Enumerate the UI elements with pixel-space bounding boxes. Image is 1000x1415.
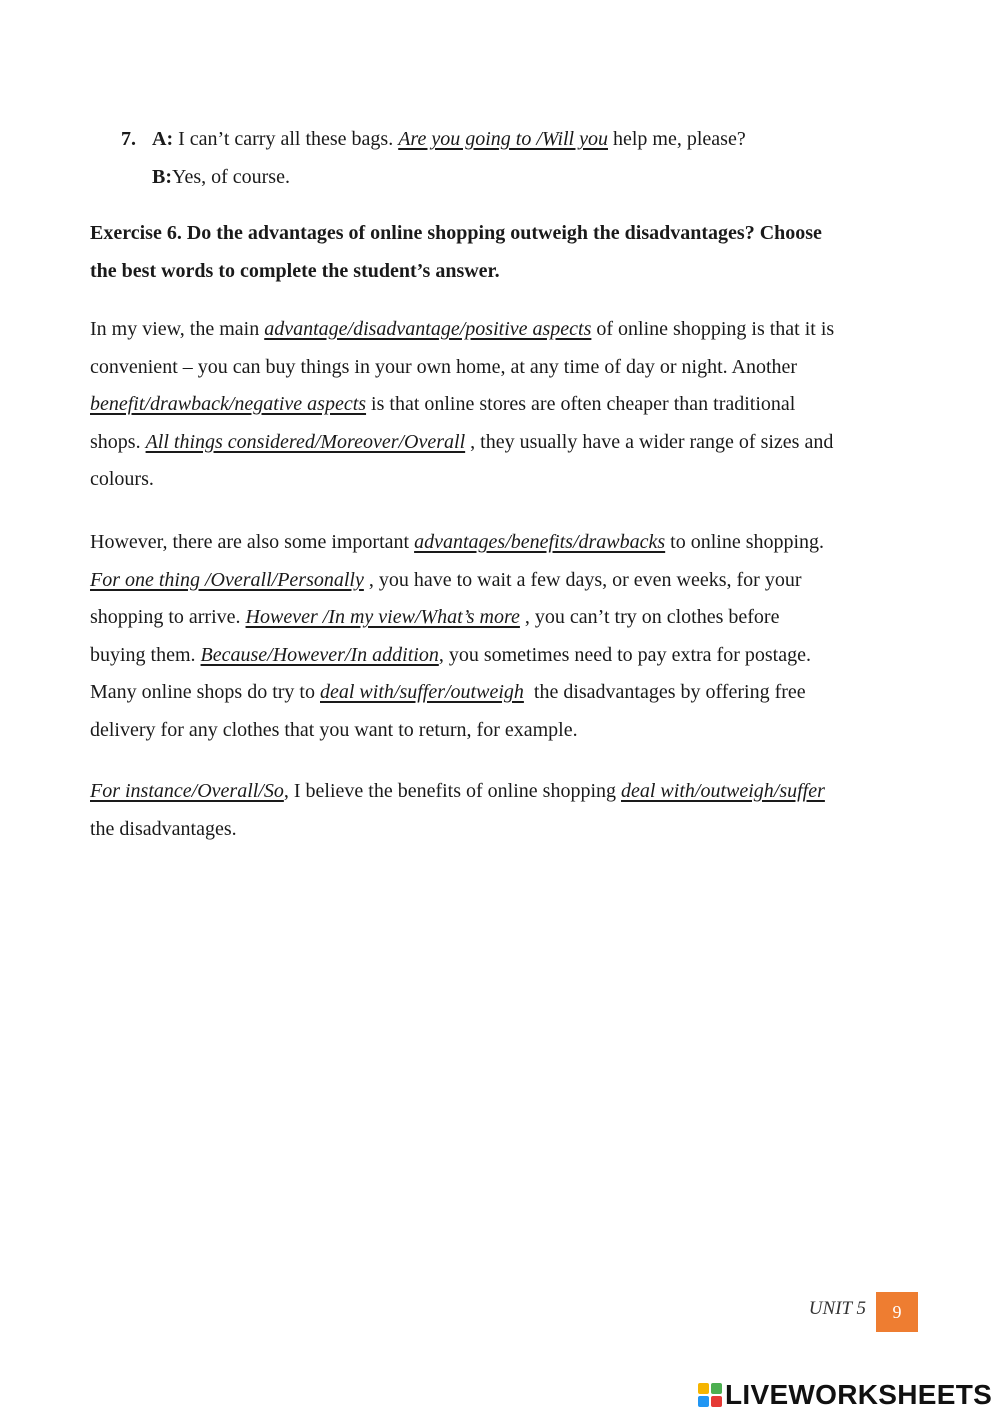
p3-choice-1[interactable]: For instance/Overall/So <box>90 780 284 802</box>
p2-text: Many online shops do try to <box>90 681 320 703</box>
p3-text: , I believe the benefits of online shopping <box>283 780 621 802</box>
p2-choice-1[interactable]: advantages/benefits/drawbacks <box>414 531 666 553</box>
p2-line-1 <box>90 524 920 562</box>
p1-text: In my view, the main <box>90 318 265 340</box>
q7-text-before: I can’t carry all these bags. <box>173 128 399 150</box>
p2-choice-3[interactable]: However /In my view/What’s more <box>245 606 520 628</box>
p1-line-4 <box>90 424 920 462</box>
p2-text: the disadvantages by offering free <box>523 681 806 703</box>
p1-choice-1[interactable]: advantage/disadvantage/positive aspects <box>264 318 592 340</box>
q7-choice[interactable]: Are you going to /Will you <box>398 128 608 150</box>
p1-line-3 <box>90 386 920 424</box>
p2-text: , you sometimes need to pay extra for postage. <box>438 643 811 666</box>
question-7-line-a <box>121 120 746 158</box>
speaker-b-label: B: <box>152 166 172 188</box>
p2-text: shopping to arrive. <box>90 606 246 628</box>
p1-line-5: colours. <box>90 468 154 490</box>
exercise-title-line-2: the best words to complete the student’s answer. <box>90 260 500 282</box>
question-number: 7. <box>121 128 136 150</box>
p1-line-1 <box>90 311 920 349</box>
page-number-badge <box>876 1292 918 1332</box>
logo-square-icon <box>711 1396 722 1407</box>
speaker-a-label: A: <box>152 128 174 150</box>
p2-text: buying them. <box>90 643 201 666</box>
p3-line-2: the disadvantages. <box>90 817 237 840</box>
p2-text: to online shopping. <box>665 531 825 553</box>
p2-line-3 <box>90 599 920 637</box>
p1-text: shops. <box>90 430 146 453</box>
p2-choice-2[interactable]: For one thing /Overall/Personally <box>90 568 364 591</box>
logo-square-icon <box>711 1383 722 1394</box>
paragraph-1 <box>90 311 920 499</box>
exercise-6-title <box>90 214 920 290</box>
p2-text: , you can’t try on clothes before <box>519 606 780 628</box>
q7-text-after: help me, please? <box>608 128 746 150</box>
liveworksheets-logo-icon <box>698 1383 722 1407</box>
p1-text: is that online stores are often cheaper than traditional <box>366 393 796 415</box>
p1-choice-3[interactable]: All things considered/Moreover/Overall <box>145 430 466 453</box>
page-number: 9 <box>892 1301 902 1322</box>
p1-text: , they usually have a wider range of sizes and <box>465 430 834 453</box>
p1-choice-2[interactable]: benefit/drawback/negative aspects <box>90 393 367 415</box>
question-7-line-b <box>121 158 746 196</box>
p3-line-1 <box>90 773 920 811</box>
p2-text: However, there are also some important <box>90 531 415 553</box>
p2-line-4 <box>90 637 920 675</box>
q7-answer-text: Yes, of course. <box>172 166 290 188</box>
p2-choice-4[interactable]: Because/However/In addition <box>200 643 439 666</box>
p3-choice-2[interactable]: deal with/outweigh/suffer <box>621 780 825 802</box>
question-7 <box>121 120 746 196</box>
p2-line-2 <box>90 562 920 600</box>
p2-line-6: delivery for any clothes that you want to return, for example. <box>90 718 578 741</box>
logo-square-icon <box>698 1396 709 1407</box>
p1-text: of online shopping is that it is <box>591 318 835 340</box>
logo-square-icon <box>698 1383 709 1394</box>
p2-text: , you have to wait a few days, or even weeks, for your <box>363 568 802 591</box>
watermark-text: LIVEWORKSHEETS <box>725 1379 993 1410</box>
exercise-title-line-1: Exercise 6. Do the advantages of online shopping outweigh the disadvantages? Choose <box>90 222 822 244</box>
p2-line-5 <box>90 674 920 712</box>
unit-label: UNIT 5 <box>808 1298 866 1319</box>
liveworksheets-watermark <box>698 1375 992 1415</box>
paragraph-2 <box>90 524 920 749</box>
p2-choice-5[interactable]: deal with/suffer/outweigh <box>320 681 524 703</box>
p1-line-2: convenient – you can buy things in your own home, at any time of day or night. Another <box>90 355 798 378</box>
paragraph-3 <box>90 773 920 848</box>
